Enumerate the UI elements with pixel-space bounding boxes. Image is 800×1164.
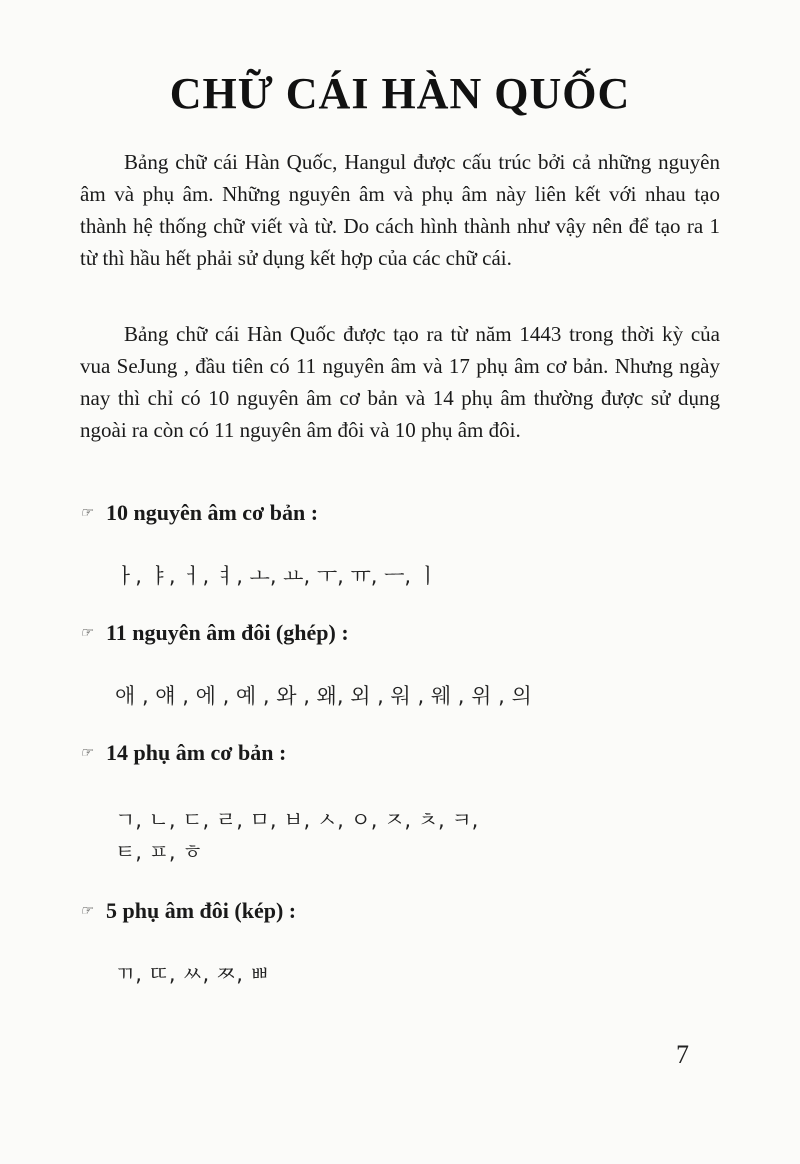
section-double-consonants-heading [80,898,296,924]
hand-pointer-icon: ☞ [80,505,93,521]
basic-consonants-list-line1: ㄱ, ㄴ, ㄷ, ㄹ, ㅁ, ㅂ, ㅅ, ㅇ, ㅈ, ㅊ, ㅋ, [115,808,479,832]
hand-pointer-icon: ☞ [80,903,93,919]
section-heading-label: 10 nguyên âm cơ bản : [106,500,319,525]
history-paragraph: Bảng chữ cái Hàn Quốc được tạo ra từ năm 1443 trong thời kỳ của vua SeJung , đầu tiên có 11 nguyên âm và 17 phụ âm cơ bản. Nhưng ngày nay thì chỉ có 10 nguyên âm cơ bản và 14 phụ âm thường được sử dụng ngoài ra còn có 11 nguyên âm đôi và 10 phụ âm đôi. [80,322,720,442]
intro-paragraph: Bảng chữ cái Hàn Quốc, Hangul được cấu trúc bởi cả những nguyên âm và phụ âm. Những nguyên âm và phụ âm này liên kết với nhau tạo thành hệ thống chữ viết và từ. Do cách hình thành như vậy nên để tạo ra 1 từ thì hầu hết phải sử dụng kết hợp của các chữ cái. [80,150,720,270]
section-heading-label: 14 phụ âm cơ bản : [106,740,287,765]
hand-pointer-icon: ☞ [80,625,93,641]
section-heading-label: 5 phụ âm đôi (kép) : [106,898,297,923]
section-heading-label: 11 nguyên âm đôi (ghép) : [106,620,349,645]
section-basic-vowels-heading [80,500,318,526]
basic-vowels-list: ㅏ, ㅑ, ㅓ, ㅕ, ㅗ, ㅛ, ㅜ, ㅠ, ㅡ, ㅣ [115,564,439,588]
page-title: CHỮ CÁI HÀN QUỐC [169,69,631,118]
basic-consonants-list-line2: ㅌ, ㅍ, ㅎ [115,840,203,864]
page-number: 7 [676,1040,689,1069]
double-consonants-list: ㄲ, ㄸ, ㅆ, ㅉ, ㅃ [115,962,270,986]
double-vowels-list: 애 , 얘 , 에 , 예 , 와 , 왜, 외 , 워 , 웨 , 위 , 의 [115,684,532,708]
hand-pointer-icon: ☞ [80,745,93,761]
section-double-vowels-heading [80,620,349,646]
section-basic-consonants-heading [80,740,286,766]
